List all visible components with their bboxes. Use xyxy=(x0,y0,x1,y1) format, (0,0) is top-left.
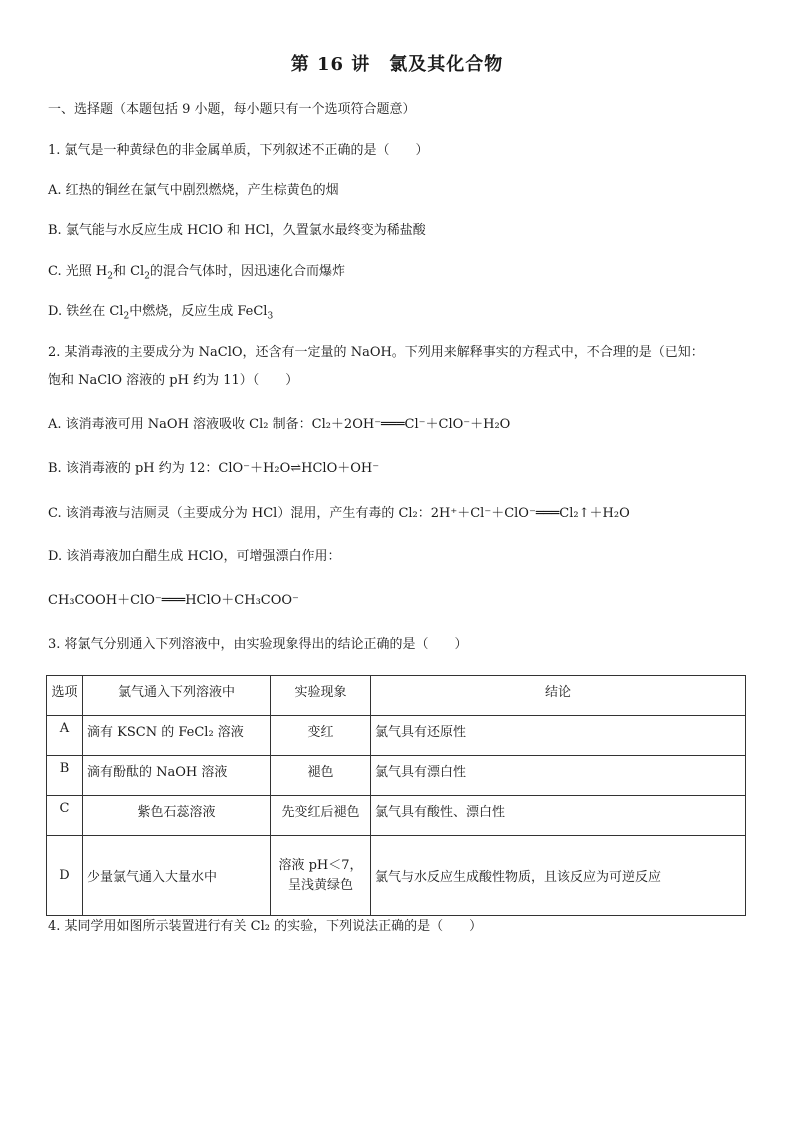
table-header-row xyxy=(47,676,746,716)
row-d-option: D xyxy=(47,836,83,916)
row-a-conclusion: 氯气具有还原性 xyxy=(371,716,746,756)
row-d-solution: 少量氯气通入大量水中 xyxy=(83,836,271,916)
q1-option-a: A. 红热的铜丝在氯气中剧烈燃烧，产生棕黄色的烟 xyxy=(48,183,339,198)
q2-option-a: A. 该消毒液可用 NaOH 溶液吸收 Cl₂ 制备：Cl₂＋2OH⁻═══Cl⁻＋ClO⁻＋H₂O xyxy=(48,417,511,432)
q2-option-d-equation: CH₃COOH＋ClO⁻═══HClO＋CH₃COO⁻ xyxy=(48,593,299,608)
table-row xyxy=(47,796,746,836)
row-a-solution: 滴有 KSCN 的 FeCl₂ 溶液 xyxy=(83,716,271,756)
row-a-phenomenon: 变红 xyxy=(271,716,371,756)
q3-stem: 3. 将氯气分别通入下列溶液中，由实验现象得出的结论正确的是（ ） xyxy=(48,637,468,652)
row-c-conclusion: 氯气具有酸性、漂白性 xyxy=(371,796,746,836)
row-b-conclusion: 氯气具有漂白性 xyxy=(371,756,746,796)
q1-option-d: D. 铁丝在 $Cl_2$中燃烧，反应生成 FeCl$_3$ xyxy=(48,304,274,322)
q4-stem: 4. 某同学用如图所示装置进行有关 Cl₂ 的实验，下列说法正确的是（ ） xyxy=(48,919,483,934)
q1-option-c: C. 光照 $H_2$和 $Cl_2$的混合气体时，因迅速化合而爆炸 xyxy=(48,264,345,282)
row-d-phenomenon: 溶液 pH＜7， 呈浅黄绿色 xyxy=(271,836,371,916)
row-b-option: B xyxy=(47,756,83,796)
row-c-option: C xyxy=(47,796,83,836)
row-c-solution: 紫色石蕊溶液 xyxy=(83,796,271,836)
page-title: 第 16 讲 氯及其化合物 xyxy=(290,54,504,75)
q1-stem: 1. 氯气是一种黄绿色的非金属单质，下列叙述不正确的是（ ） xyxy=(48,143,429,158)
q2-stem-line2: 饱和 NaClO 溶液的 pH 约为 11）（ ） xyxy=(48,373,299,388)
header-phenomenon: 实验现象 xyxy=(271,676,371,716)
header-solution: 氯气通入下列溶液中 xyxy=(83,676,271,716)
row-b-solution: 滴有酚酞的 NaOH 溶液 xyxy=(83,756,271,796)
row-a-option: A xyxy=(47,716,83,756)
header-conclusion: 结论 xyxy=(371,676,746,716)
q3-table xyxy=(46,675,746,916)
row-b-phenomenon: 褪色 xyxy=(271,756,371,796)
header-option: 选项 xyxy=(47,676,83,716)
table-row xyxy=(47,756,746,796)
q2-option-c: C. 该消毒液与洁厕灵（主要成分为 HCl）混用，产生有毒的 Cl₂：2H⁺＋Cl⁻＋ClO⁻═══Cl₂↑＋H₂O xyxy=(48,506,630,521)
row-d-conclusion: 氯气与水反应生成酸性物质，且该反应为可逆反应 xyxy=(371,836,746,916)
q2-stem-line1: 2. 某消毒液的主要成分为 NaClO，还含有一定量的 NaOH。下列用来解释事实的方程式中，不合理的是（已知： xyxy=(48,345,704,360)
section-heading: 一、选择题（本题包括 9 小题，每小题只有一个选项符合题意） xyxy=(48,102,416,117)
q2-option-b: B. 该消毒液的 pH 约为 12：ClO⁻＋H₂O⇌HClO＋OH⁻ xyxy=(48,461,380,476)
table-row xyxy=(47,716,746,756)
row-c-phenomenon: 先变红后褪色 xyxy=(271,796,371,836)
q1-option-b: B. 氯气能与水反应生成 HClO 和 HCl，久置氯水最终变为稀盐酸 xyxy=(48,223,426,238)
q2-option-d: D. 该消毒液加白醋生成 HClO，可增强漂白作用： xyxy=(48,549,341,564)
table-row xyxy=(47,836,746,916)
